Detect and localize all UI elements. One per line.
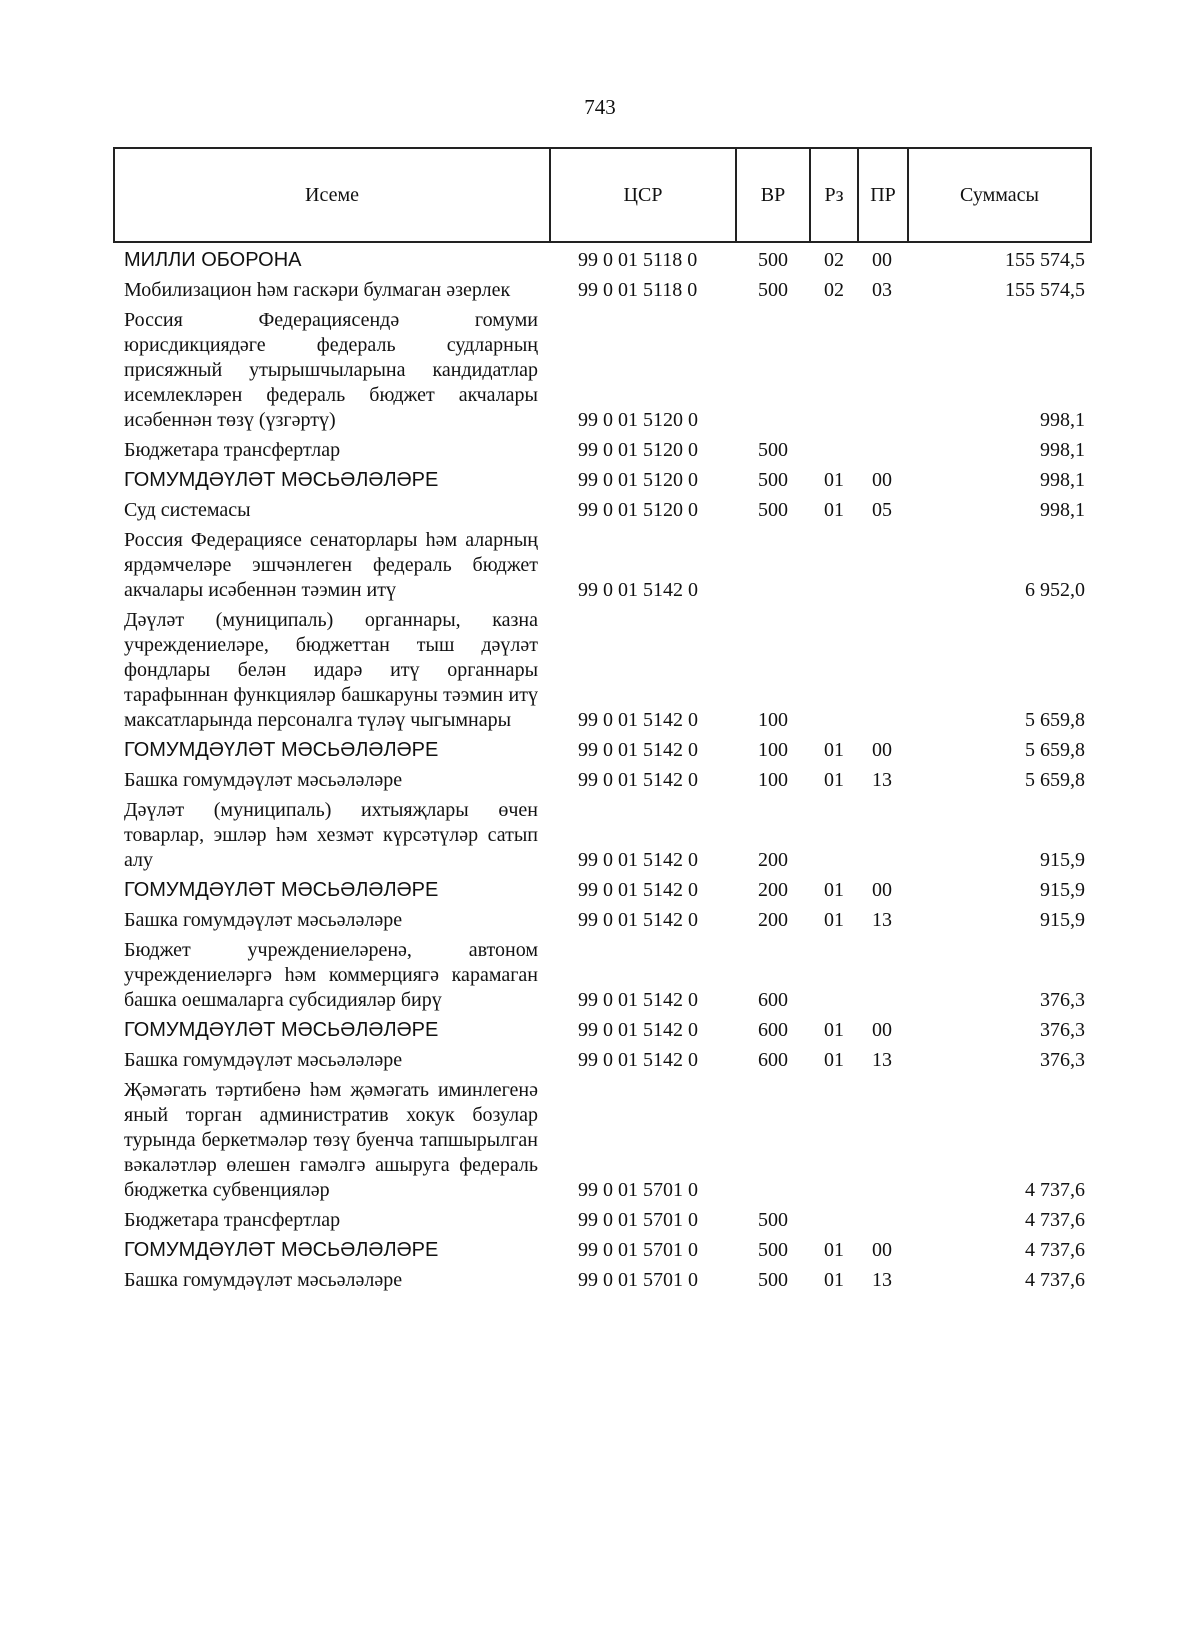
cell-pr xyxy=(858,1073,908,1203)
cell-rz: 02 xyxy=(824,249,844,271)
cell-sum: 998,1 xyxy=(1040,469,1085,491)
budget-table xyxy=(113,147,1092,1293)
table-row xyxy=(114,1263,1091,1293)
cell-pr: 13 xyxy=(872,909,892,931)
cell-rz xyxy=(810,1073,858,1203)
cell-csr: 99 0 01 5142 0 xyxy=(578,739,698,761)
cell-name: ГОМУМДӘҮЛӘТ МӘСЬӘЛӘЛӘРЕ xyxy=(124,469,439,491)
cell-vr: 500 xyxy=(758,1239,788,1261)
cell-pr xyxy=(858,793,908,873)
cell-sum: 376,3 xyxy=(1040,989,1085,1011)
cell-pr: 00 xyxy=(872,1239,892,1261)
cell-vr: 500 xyxy=(758,249,788,271)
table-row xyxy=(114,242,1091,273)
table-row xyxy=(114,303,1091,433)
table-row xyxy=(114,433,1091,463)
cell-rz: 02 xyxy=(824,279,844,301)
cell-pr: 00 xyxy=(872,469,892,491)
cell-rz: 01 xyxy=(824,1269,844,1291)
cell-pr: 13 xyxy=(872,1049,892,1071)
cell-name: МИЛЛИ ОБОРОНА xyxy=(124,249,302,271)
cell-sum: 155 574,5 xyxy=(1005,249,1085,271)
cell-vr xyxy=(736,303,810,433)
cell-sum: 998,1 xyxy=(1040,499,1085,521)
header-pr: ПР xyxy=(858,148,908,242)
cell-rz: 01 xyxy=(824,1239,844,1261)
cell-pr: 00 xyxy=(872,1019,892,1041)
table-body xyxy=(114,242,1091,1293)
cell-vr: 200 xyxy=(758,909,788,931)
cell-sum: 5 659,8 xyxy=(1025,739,1085,761)
cell-rz: 01 xyxy=(824,909,844,931)
table-row xyxy=(114,1233,1091,1263)
cell-vr: 500 xyxy=(758,439,788,461)
cell-csr: 99 0 01 5142 0 xyxy=(578,909,698,931)
header-rz: Рз xyxy=(810,148,858,242)
table-row xyxy=(114,1043,1091,1073)
cell-sum: 4 737,6 xyxy=(1025,1239,1085,1261)
cell-name: Россия Федерациясе сенаторлары һәм аларның ярдәмчеләре эшчәнлеген федераль бюджет акчалары исәбеннән тәэмин итү xyxy=(124,529,538,601)
cell-sum: 915,9 xyxy=(1040,909,1085,931)
cell-csr: 99 0 01 5120 0 xyxy=(578,439,698,461)
cell-name: Суд системасы xyxy=(124,499,251,521)
table-row xyxy=(114,1073,1091,1203)
cell-sum: 915,9 xyxy=(1040,879,1085,901)
cell-rz: 01 xyxy=(824,469,844,491)
cell-pr: 05 xyxy=(872,499,892,521)
cell-csr: 99 0 01 5118 0 xyxy=(578,279,698,301)
cell-name: Башка гомумдәүләт мәсьәләләре xyxy=(124,909,403,931)
cell-sum: 5 659,8 xyxy=(1025,709,1085,731)
cell-sum: 4 737,6 xyxy=(1025,1269,1085,1291)
cell-sum: 155 574,5 xyxy=(1005,279,1085,301)
cell-pr xyxy=(858,603,908,733)
table-row xyxy=(114,763,1091,793)
cell-csr: 99 0 01 5142 0 xyxy=(578,769,698,791)
cell-vr: 100 xyxy=(758,769,788,791)
cell-pr: 00 xyxy=(872,879,892,901)
table-row xyxy=(114,1013,1091,1043)
cell-vr: 600 xyxy=(758,1049,788,1071)
cell-pr: 13 xyxy=(872,769,892,791)
cell-name: Дәүләт (муниципаль) ихтыяҗлары өчен товарлар, эшләр һәм хезмәт күрсәтүләр сатып алу xyxy=(124,799,538,871)
cell-name: ГОМУМДӘҮЛӘТ МӘСЬӘЛӘЛӘРЕ xyxy=(124,1019,439,1041)
cell-csr: 99 0 01 5142 0 xyxy=(578,1049,698,1071)
cell-csr: 99 0 01 5701 0 xyxy=(578,1179,698,1201)
cell-csr: 99 0 01 5142 0 xyxy=(578,709,698,731)
table-row xyxy=(114,903,1091,933)
cell-pr xyxy=(858,303,908,433)
cell-vr: 100 xyxy=(758,739,788,761)
cell-sum: 998,1 xyxy=(1040,439,1085,461)
cell-sum: 376,3 xyxy=(1040,1019,1085,1041)
table-row xyxy=(114,733,1091,763)
header-name: Исеме xyxy=(114,148,550,242)
cell-csr: 99 0 01 5142 0 xyxy=(578,1019,698,1041)
cell-rz: 01 xyxy=(824,769,844,791)
cell-csr: 99 0 01 5142 0 xyxy=(578,579,698,601)
cell-csr: 99 0 01 5142 0 xyxy=(578,989,698,1011)
cell-vr: 600 xyxy=(758,1019,788,1041)
cell-vr: 200 xyxy=(758,849,788,871)
cell-rz: 01 xyxy=(824,879,844,901)
cell-vr: 100 xyxy=(758,709,788,731)
cell-name: Башка гомумдәүләт мәсьәләләре xyxy=(124,769,403,791)
cell-rz xyxy=(810,303,858,433)
cell-pr xyxy=(858,1203,908,1233)
cell-vr: 500 xyxy=(758,499,788,521)
cell-rz xyxy=(810,603,858,733)
cell-csr: 99 0 01 5142 0 xyxy=(578,879,698,901)
table-row xyxy=(114,933,1091,1013)
cell-pr xyxy=(858,933,908,1013)
cell-pr: 13 xyxy=(872,1269,892,1291)
cell-csr: 99 0 01 5701 0 xyxy=(578,1239,698,1261)
table-row xyxy=(114,493,1091,523)
table-row xyxy=(114,273,1091,303)
cell-csr: 99 0 01 5701 0 xyxy=(578,1269,698,1291)
cell-name: Башка гомумдәүләт мәсьәләләре xyxy=(124,1269,403,1291)
cell-csr: 99 0 01 5120 0 xyxy=(578,469,698,491)
cell-pr xyxy=(858,433,908,463)
cell-rz: 01 xyxy=(824,499,844,521)
page-number: 743 xyxy=(584,95,616,119)
cell-pr: 00 xyxy=(872,249,892,271)
cell-rz xyxy=(810,523,858,603)
table-row xyxy=(114,603,1091,733)
cell-sum: 5 659,8 xyxy=(1025,769,1085,791)
cell-name: ГОМУМДӘҮЛӘТ МӘСЬӘЛӘЛӘРЕ xyxy=(124,879,439,901)
cell-name: Бюджетара трансфертлар xyxy=(124,1209,341,1231)
header-vr: ВР xyxy=(736,148,810,242)
header-csr: ЦСР xyxy=(550,148,736,242)
table-row xyxy=(114,793,1091,873)
cell-sum: 4 737,6 xyxy=(1025,1179,1085,1201)
cell-vr: 600 xyxy=(758,989,788,1011)
cell-rz xyxy=(810,1203,858,1233)
cell-name: Мобилизацион һәм гаскәри булмаган әзерлек xyxy=(124,279,511,301)
cell-name: Бюджетара трансфертлар xyxy=(124,439,341,461)
cell-name: Башка гомумдәүләт мәсьәләләре xyxy=(124,1049,403,1071)
table-row xyxy=(114,873,1091,903)
cell-name: ГОМУМДӘҮЛӘТ МӘСЬӘЛӘЛӘРЕ xyxy=(124,1239,439,1261)
cell-sum: 915,9 xyxy=(1040,849,1085,871)
table-row xyxy=(114,463,1091,493)
cell-rz xyxy=(810,933,858,1013)
cell-sum: 4 737,6 xyxy=(1025,1209,1085,1231)
cell-csr: 99 0 01 5701 0 xyxy=(578,1209,698,1231)
cell-rz xyxy=(810,433,858,463)
cell-pr xyxy=(858,523,908,603)
cell-name: Россия Федерациясендә гомуми юрисдикциядәге федераль судларның присяжный утырышчыларына кандидатлар исемлекләрен федераль бюджет акчалары исәбеннән төзү (үзгәртү) xyxy=(124,309,538,431)
cell-csr: 99 0 01 5142 0 xyxy=(578,849,698,871)
cell-vr xyxy=(736,1073,810,1203)
cell-rz xyxy=(810,793,858,873)
cell-rz: 01 xyxy=(824,1049,844,1071)
header-sum: Суммасы xyxy=(908,148,1091,242)
cell-vr: 500 xyxy=(758,469,788,491)
cell-sum: 6 952,0 xyxy=(1025,579,1085,601)
cell-csr: 99 0 01 5120 0 xyxy=(578,499,698,521)
cell-vr xyxy=(736,523,810,603)
cell-sum: 998,1 xyxy=(1040,409,1085,431)
cell-pr: 00 xyxy=(872,739,892,761)
table-row xyxy=(114,1203,1091,1233)
cell-pr: 03 xyxy=(872,279,892,301)
cell-sum: 376,3 xyxy=(1040,1049,1085,1071)
cell-vr: 200 xyxy=(758,879,788,901)
cell-csr: 99 0 01 5120 0 xyxy=(578,409,698,431)
table-header xyxy=(114,148,1091,242)
cell-vr: 500 xyxy=(758,1209,788,1231)
cell-vr: 500 xyxy=(758,279,788,301)
cell-name: Дәүләт (муниципаль) органнары, казна учреждениеләре, бюджеттан тыш дәүләт фондлары белән идарә итү органнары тарафыннан функцияләр башкаруны тәэмин итү максатларында персоналга түләү чыгымнары xyxy=(124,609,538,731)
cell-name: ГОМУМДӘҮЛӘТ МӘСЬӘЛӘЛӘРЕ xyxy=(124,739,439,761)
cell-csr: 99 0 01 5118 0 xyxy=(578,249,698,271)
table-row xyxy=(114,523,1091,603)
cell-vr: 500 xyxy=(758,1269,788,1291)
cell-name: Җәмәгать тәртибенә һәм җәмәгать иминлегенә яный торган административ хокук бозулар турында беркетмәләр төзү буенча тапшырылган вәкаләтләр өлешен гамәлгә ашыруга федераль бюджетка субвенцияләр xyxy=(124,1079,538,1201)
cell-name: Бюджет учреждениеләренә, автоном учреждениеләргә һәм коммерциягә карамаган башка оешмаларга субсидияләр бирү xyxy=(124,939,538,1011)
cell-rz: 01 xyxy=(824,1019,844,1041)
cell-rz: 01 xyxy=(824,739,844,761)
